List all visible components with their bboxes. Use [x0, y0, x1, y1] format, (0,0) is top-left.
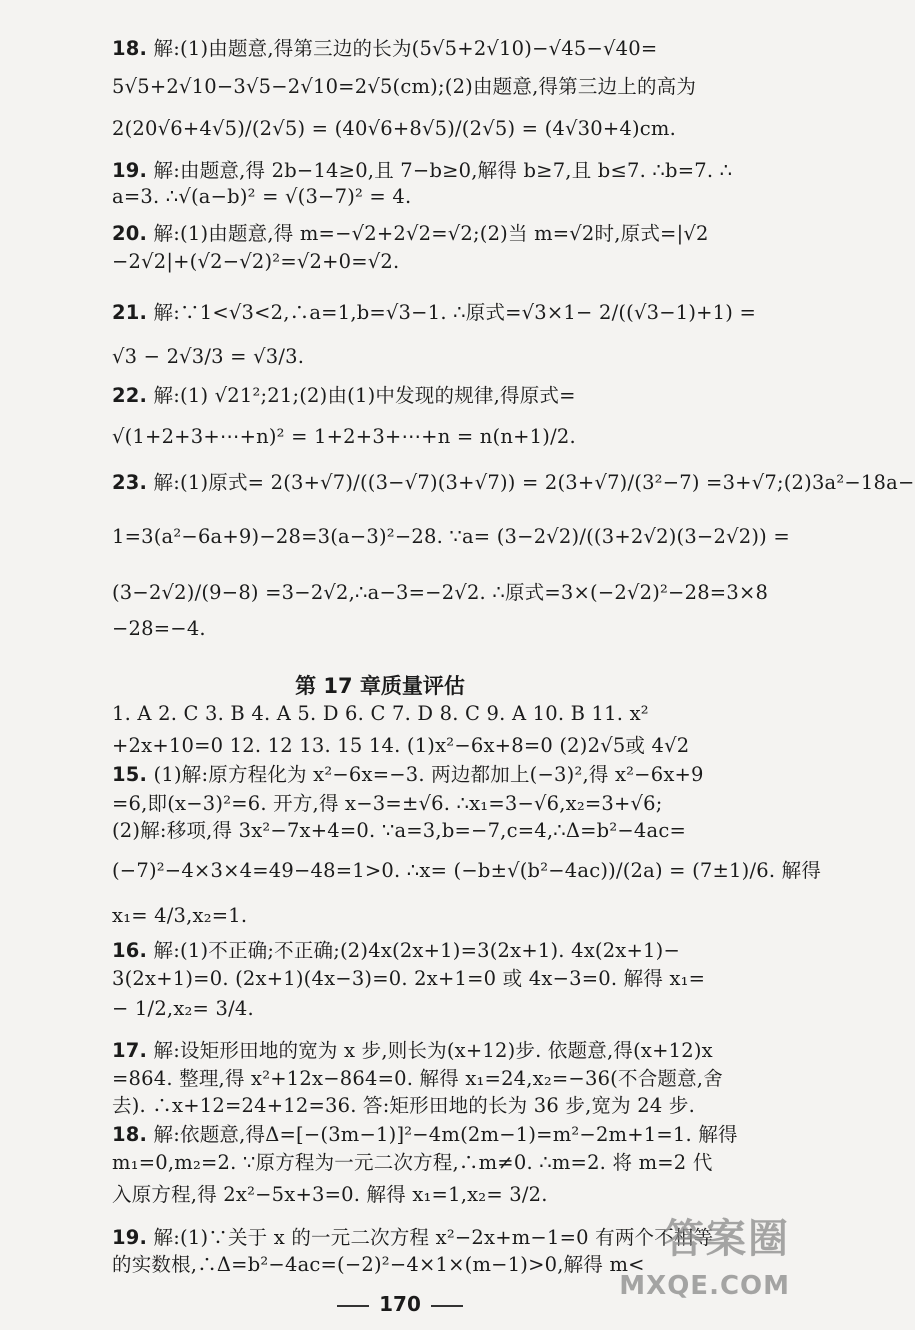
text-line: +2x+10=0 12. 12 13. 15 14. (1)x²−6x+8=0 (2)2√5或 4√2: [112, 734, 690, 757]
text-line: −2√2|+(√2−√2)²=√2+0=√2.: [112, 250, 400, 273]
text-line: √3 − 2√3/3 = √3/3.: [112, 345, 305, 368]
text-line: 19. 解:由题意,得 2b−14≥0,且 7−b≥0,解得 b≥7,且 b≤7. ∴b=7. ∴: [112, 159, 733, 182]
text-line: 1. A 2. C 3. B 4. A 5. D 6. C 7. D 8. C 9. A 10. B 11. x²: [112, 702, 649, 725]
page-number: 170: [0, 1292, 800, 1316]
text-line: (3−2√2)/(9−8) =3−2√2,∴a−3=−2√2. ∴原式=3×(−2√2)²−28=3×8: [112, 581, 769, 604]
text-line: 5√5+2√10−3√5−2√10=2√5(cm);(2)由题意,得第三边上的高为: [112, 75, 697, 98]
text-line: m₁=0,m₂=2. ∵原方程为一元二次方程,∴m≠0. ∴m=2. 将 m=2 代: [112, 1151, 713, 1174]
dash-right: [431, 1305, 463, 1307]
section-title: 第 17 章质量评估: [295, 674, 465, 698]
text-line: 21. 解:∵1<√3<2,∴a=1,b=√3−1. ∴原式=√3×1− 2/((√3−1)+1) =: [112, 301, 757, 324]
text-line: 18. 解:依题意,得Δ=[−(3m−1)]²−4m(2m−1)=m²−2m+1=1. 解得: [112, 1123, 738, 1146]
text-line: x₁= 4/3,x₂=1.: [112, 904, 248, 927]
text-line: 去). ∴x+12=24+12=36. 答:矩形田地的长为 36 步,宽为 24 步.: [112, 1094, 695, 1117]
text-line: − 1/2,x₂= 3/4.: [112, 997, 254, 1020]
text-line: =864. 整理,得 x²+12x−864=0. 解得 x₁=24,x₂=−36(不合题意,舍: [112, 1067, 723, 1090]
text-line: 入原方程,得 2x²−5x+3=0. 解得 x₁=1,x₂= 3/2.: [112, 1183, 548, 1206]
text-line: a=3. ∴√(a−b)² = √(3−7)² = 4.: [112, 185, 412, 208]
text-line: =6,即(x−3)²=6. 开方,得 x−3=±√6. ∴x₁=3−√6,x₂=3+√6;: [112, 792, 663, 815]
text-line: 17. 解:设矩形田地的宽为 x 步,则长为(x+12)步. 依题意,得(x+12)x: [112, 1039, 713, 1062]
text-line: 20. 解:(1)由题意,得 m=−√2+2√2=√2;(2)当 m=√2时,原式=|√2: [112, 222, 709, 245]
text-line: 1=3(a²−6a+9)−28=3(a−3)²−28. ∵a= (3−2√2)/((3+2√2)(3−2√2)) =: [112, 525, 790, 548]
text-line: 3(2x+1)=0. (2x+1)(4x−3)=0. 2x+1=0 或 4x−3=0. 解得 x₁=: [112, 967, 706, 990]
text-line: 2(20√6+4√5)/(2√5) = (40√6+8√5)/(2√5) = (4√30+4)cm.: [112, 117, 677, 140]
text-line: (−7)²−4×3×4=49−48=1>0. ∴x= (−b±√(b²−4ac))/(2a) = (7±1)/6. 解得: [112, 859, 822, 882]
text-line: 19. 解:(1)∵关于 x 的一元二次方程 x²−2x+m−1=0 有两个不相等: [112, 1226, 714, 1249]
watermark-url: MXQE.COM: [619, 1271, 790, 1301]
text-line: 23. 解:(1)原式= 2(3+√7)/((3−√7)(3+√7)) = 2(3+√7)/(3²−7) =3+√7;(2)3a²−18a−: [112, 471, 915, 494]
text-line: 18. 解:(1)由题意,得第三边的长为(5√5+2√10)−√45−√40=: [112, 37, 658, 60]
text-line: √(1+2+3+⋯+n)² = 1+2+3+⋯+n = n(n+1)/2.: [112, 425, 576, 448]
text-line: −28=−4.: [112, 617, 206, 640]
text-line: 的实数根,∴Δ=b²−4ac=(−2)²−4×1×(m−1)>0,解得 m<: [112, 1253, 645, 1276]
text-line: 16. 解:(1)不正确;不正确;(2)4x(2x+1)=3(2x+1). 4x(2x+1)−: [112, 939, 680, 962]
watermark-chars: 答案圈: [664, 1216, 790, 1262]
dash-left: [337, 1305, 369, 1307]
text-line: 15. (1)解:原方程化为 x²−6x=−3. 两边都加上(−3)²,得 x²−6x+9: [112, 763, 704, 786]
watermark-logo: [580, 1212, 790, 1322]
text-line: 22. 解:(1) √21²;21;(2)由(1)中发现的规律,得原式=: [112, 384, 576, 407]
text-line: (2)解:移项,得 3x²−7x+4=0. ∵a=3,b=−7,c=4,∴Δ=b²−4ac=: [112, 819, 687, 842]
